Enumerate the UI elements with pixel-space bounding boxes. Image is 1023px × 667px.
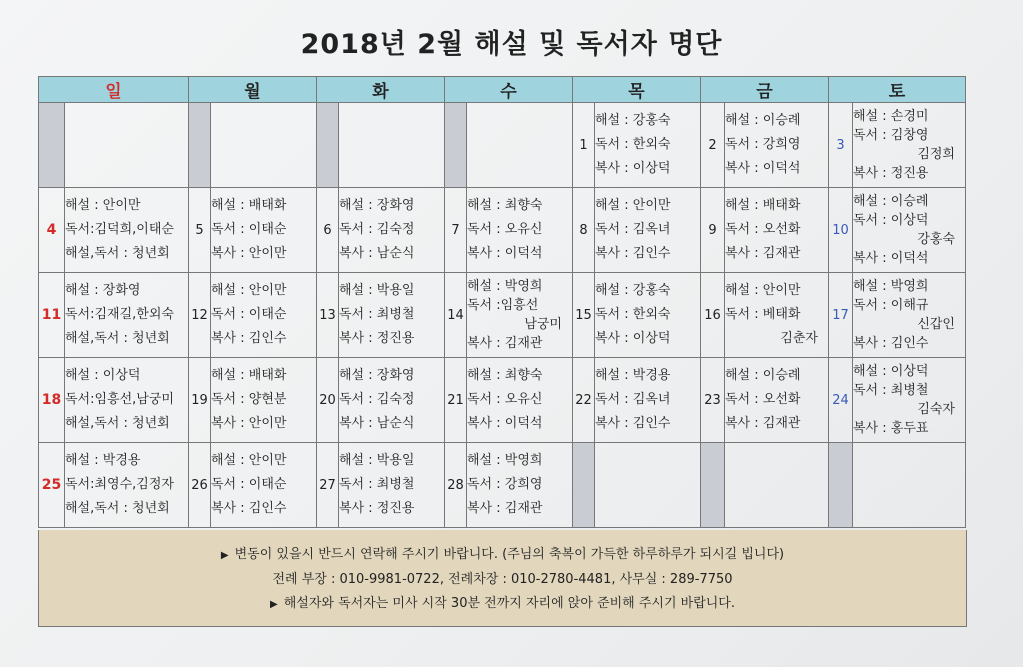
day-number xyxy=(701,443,725,528)
day-number: 14 xyxy=(445,273,467,358)
day-assignments xyxy=(211,273,317,358)
assignment-line: 해설,독서 : 청년회 xyxy=(65,246,170,261)
assignment-line: 복사 : 김재관 xyxy=(467,336,543,351)
assignment-line: 복사 : 정진용 xyxy=(339,501,415,516)
assignment-line: 독서:김덕희,이태순 xyxy=(65,222,174,237)
assignment-line: 독서 : 오유신 xyxy=(467,392,543,407)
day-number: 6 xyxy=(317,188,339,273)
assignment-line: 복사 : 이상덕 xyxy=(595,161,671,176)
assignment-line: 해설 : 안이만 xyxy=(65,198,141,213)
assignment-line: 독서 : 이상덕 xyxy=(853,213,929,228)
assignment-line: 독서 : 한외숙 xyxy=(595,307,671,322)
day-assignments xyxy=(65,358,189,443)
day-number: 3 xyxy=(829,103,853,188)
assignment-line: 해설 : 배태화 xyxy=(211,198,287,213)
assignment-line: 해설 : 배태화 xyxy=(725,198,801,213)
assignment-line: 복사 : 김인수 xyxy=(211,501,287,516)
triangle-bullet-icon: ▶ xyxy=(220,550,229,561)
day-number: 10 xyxy=(829,188,853,273)
assignment-line: 독서 : 강희영 xyxy=(725,137,801,152)
day-number: 18 xyxy=(39,358,65,443)
day-assignments xyxy=(853,103,966,188)
assignment-line: 해설 : 강홍숙 xyxy=(595,113,671,128)
assignment-line: 해설 : 박영희 xyxy=(853,279,929,294)
assignment-line: 해설 : 장화영 xyxy=(339,198,415,213)
weekday-sat: 토 xyxy=(829,77,966,103)
day-assignments xyxy=(853,358,966,443)
assignment-line: 복사 : 안이만 xyxy=(211,416,287,431)
day-number: 27 xyxy=(317,443,339,528)
assignment-line: 해설 : 안이만 xyxy=(595,198,671,213)
day-number xyxy=(573,443,595,528)
assignment-line: 복사 : 김재관 xyxy=(725,246,801,261)
assignment-line: 해설 : 이상덕 xyxy=(65,368,141,383)
assignment-line: 해설 : 안이만 xyxy=(211,283,287,298)
assignment-line: 해설,독서 : 청년회 xyxy=(65,416,170,431)
note-text-1: 변동이 있을시 반드시 연락해 주시기 바랍니다. (주님의 축복이 가득한 하루하루가 되시길 빕니다) xyxy=(234,547,785,562)
day-assignments xyxy=(467,443,573,528)
assignment-line: 김숙자 xyxy=(917,402,955,417)
day-number: 2 xyxy=(701,103,725,188)
day-assignments xyxy=(339,103,445,188)
assignment-line: 독서 : 최병철 xyxy=(339,307,415,322)
assignment-line: 복사 : 김재관 xyxy=(467,501,543,516)
assignment-line: 해설 : 이승례 xyxy=(725,113,801,128)
day-number: 24 xyxy=(829,358,853,443)
triangle-bullet-icon: ▶ xyxy=(270,599,278,610)
assignment-line: 독서 : 강희영 xyxy=(467,477,543,492)
day-assignments xyxy=(339,188,445,273)
assignment-line: 독서 : 오선화 xyxy=(725,392,801,407)
day-number: 22 xyxy=(573,358,595,443)
day-assignments xyxy=(467,273,573,358)
day-number: 23 xyxy=(701,358,725,443)
assignment-line: 독서 : 이해규 xyxy=(853,298,929,313)
assignment-line: 해설 : 안이만 xyxy=(725,283,801,298)
day-assignments xyxy=(211,443,317,528)
assignment-line: 복사 : 김인수 xyxy=(853,336,929,351)
calendar-table xyxy=(38,76,966,528)
day-number xyxy=(39,103,65,188)
day-number: 16 xyxy=(701,273,725,358)
day-assignments xyxy=(65,443,189,528)
assignment-line: 복사 : 김인수 xyxy=(595,416,671,431)
day-number: 5 xyxy=(189,188,211,273)
note-line-2: 전례 부장 : 010-9981-0722, 전례차장 : 010-2780-4481, 사무실 : 289-7750 xyxy=(272,572,733,587)
assignment-line: 복사 : 김인수 xyxy=(595,246,671,261)
assignment-line: 해설,독서 : 청년회 xyxy=(65,331,170,346)
assignment-line: 해설 : 박영희 xyxy=(467,453,543,468)
day-number: 13 xyxy=(317,273,339,358)
assignment-line: 독서 : 오유신 xyxy=(467,222,543,237)
day-number: 21 xyxy=(445,358,467,443)
assignment-line: 복사 : 김인수 xyxy=(211,331,287,346)
assignment-line: 독서:임흥선,남궁미 xyxy=(65,392,174,407)
assignment-line: 독서 : 이태순 xyxy=(211,307,287,322)
day-number: 8 xyxy=(573,188,595,273)
assignment-line: 독서 : 김옥녀 xyxy=(595,392,671,407)
assignment-line: 해설 : 안이만 xyxy=(211,453,287,468)
assignment-line: 복사 : 안이만 xyxy=(211,246,287,261)
assignment-line: 복사 : 정진용 xyxy=(853,166,929,181)
assignment-line: 독서 : 오선화 xyxy=(725,222,801,237)
day-assignments xyxy=(211,103,317,188)
assignment-line: 김정희 xyxy=(917,147,955,162)
assignment-line: 해설 : 박영희 xyxy=(467,279,543,294)
assignment-line: 복사 : 정진용 xyxy=(339,331,415,346)
day-number: 28 xyxy=(445,443,467,528)
day-number: 15 xyxy=(573,273,595,358)
day-number: 4 xyxy=(39,188,65,273)
day-assignments xyxy=(467,103,573,188)
page-title: 2018년 2월 해설 및 독서자 명단 xyxy=(300,29,723,60)
day-assignments xyxy=(595,103,701,188)
day-assignments xyxy=(467,358,573,443)
assignment-line: 독서 : 이태순 xyxy=(211,222,287,237)
day-assignments xyxy=(853,188,966,273)
assignment-line: 해설 : 이승례 xyxy=(725,368,801,383)
assignment-line: 복사 : 남순식 xyxy=(339,416,415,431)
weekday-wed: 수 xyxy=(445,77,573,103)
assignment-line: 복사 : 이덕석 xyxy=(853,251,929,266)
day-assignments xyxy=(853,443,966,528)
day-assignments xyxy=(725,273,829,358)
assignment-line: 해설 : 손경미 xyxy=(853,109,929,124)
day-number xyxy=(445,103,467,188)
day-assignments xyxy=(725,358,829,443)
assignment-line: 해설 : 배태화 xyxy=(211,368,287,383)
day-number xyxy=(189,103,211,188)
day-number: 12 xyxy=(189,273,211,358)
assignment-line: 해설 : 박용일 xyxy=(339,283,415,298)
week-row xyxy=(39,358,966,443)
note-text-3: 해설자와 독서자는 미사 시작 30분 전까지 자리에 앉아 준비해 주시기 바랍니다. xyxy=(283,596,735,611)
day-assignments xyxy=(211,358,317,443)
day-assignments xyxy=(595,443,701,528)
week-row xyxy=(39,103,966,188)
assignment-line: 독서 : 김숙정 xyxy=(339,392,415,407)
assignment-line: 독서 : 최병철 xyxy=(339,477,415,492)
assignment-line: 독서 : 김창영 xyxy=(853,128,929,143)
assignment-line: 복사 : 남순식 xyxy=(339,246,415,261)
weekday-fri: 금 xyxy=(701,77,829,103)
assignment-line: 해설 : 이상덕 xyxy=(853,364,929,379)
assignment-line: 해설 : 최향숙 xyxy=(467,368,543,383)
assignment-line: 복사 : 김재관 xyxy=(725,416,801,431)
assignment-line: 해설 : 박경용 xyxy=(595,368,671,383)
day-number: 19 xyxy=(189,358,211,443)
day-assignments xyxy=(595,188,701,273)
day-number: 9 xyxy=(701,188,725,273)
weekday-mon: 월 xyxy=(189,77,317,103)
assignment-line: 해설 : 강홍숙 xyxy=(595,283,671,298)
assignment-line: 독서 : 이태순 xyxy=(211,477,287,492)
day-assignments xyxy=(339,273,445,358)
assignment-line: 남궁미 xyxy=(524,317,562,332)
week-row xyxy=(39,443,966,528)
day-assignments xyxy=(65,188,189,273)
assignment-line: 독서 : 김숙정 xyxy=(339,222,415,237)
day-assignments xyxy=(725,103,829,188)
assignment-line: 해설,독서 : 청년회 xyxy=(65,501,170,516)
day-number: 11 xyxy=(39,273,65,358)
day-assignments xyxy=(725,188,829,273)
assignment-line: 김춘자 xyxy=(780,331,818,346)
assignment-line: 독서 : 양현분 xyxy=(211,392,287,407)
day-assignments xyxy=(339,358,445,443)
assignment-line: 복사 : 이덕석 xyxy=(467,416,543,431)
day-assignments xyxy=(595,358,701,443)
day-assignments xyxy=(725,443,829,528)
assignment-line: 복사 : 이상덕 xyxy=(595,331,671,346)
note-line-1 xyxy=(39,543,966,568)
day-number: 25 xyxy=(39,443,65,528)
assignment-line: 독서:최영수,김정자 xyxy=(65,477,174,492)
assignment-line: 해설 : 이승례 xyxy=(853,194,929,209)
day-assignments xyxy=(595,273,701,358)
assignment-line: 독서:김재길,한외숙 xyxy=(65,307,174,322)
assignment-line: 독서 : 김옥녀 xyxy=(595,222,671,237)
weekday-tue: 화 xyxy=(317,77,445,103)
assignment-line: 독서 :임흥선 xyxy=(467,298,539,313)
assignment-line: 복사 : 이덕석 xyxy=(725,161,801,176)
weekday-header-row xyxy=(39,77,966,103)
assignment-line: 신갑인 xyxy=(917,317,955,332)
notes-box xyxy=(38,530,967,627)
day-number: 1 xyxy=(573,103,595,188)
assignment-line: 해설 : 최향숙 xyxy=(467,198,543,213)
assignment-line: 독서 : 최병철 xyxy=(853,383,929,398)
assignment-line: 해설 : 박용일 xyxy=(339,453,415,468)
day-number: 26 xyxy=(189,443,211,528)
weekday-thu: 목 xyxy=(573,77,701,103)
assignment-line: 독서 : 한외숙 xyxy=(595,137,671,152)
assignment-line: 해설 : 장화영 xyxy=(339,368,415,383)
day-assignments xyxy=(65,273,189,358)
assignment-line: 해설 : 박경용 xyxy=(65,453,141,468)
day-number: 20 xyxy=(317,358,339,443)
assignment-line: 복사 : 이덕석 xyxy=(467,246,543,261)
day-assignments xyxy=(211,188,317,273)
day-number: 7 xyxy=(445,188,467,273)
week-row xyxy=(39,188,966,273)
assignment-line: 복사 : 홍두표 xyxy=(853,421,929,436)
day-number: 17 xyxy=(829,273,853,358)
weekday-sun: 일 xyxy=(39,77,189,103)
day-assignments xyxy=(65,103,189,188)
day-number xyxy=(829,443,853,528)
day-assignments xyxy=(467,188,573,273)
assignment-line: 해설 : 장화영 xyxy=(65,283,141,298)
day-assignments xyxy=(853,273,966,358)
day-assignments xyxy=(339,443,445,528)
note-line-3 xyxy=(39,592,966,617)
week-row xyxy=(39,273,966,358)
assignment-line: 강홍숙 xyxy=(917,232,955,247)
assignment-line: 독서 : 베태화 xyxy=(725,307,801,322)
day-number xyxy=(317,103,339,188)
